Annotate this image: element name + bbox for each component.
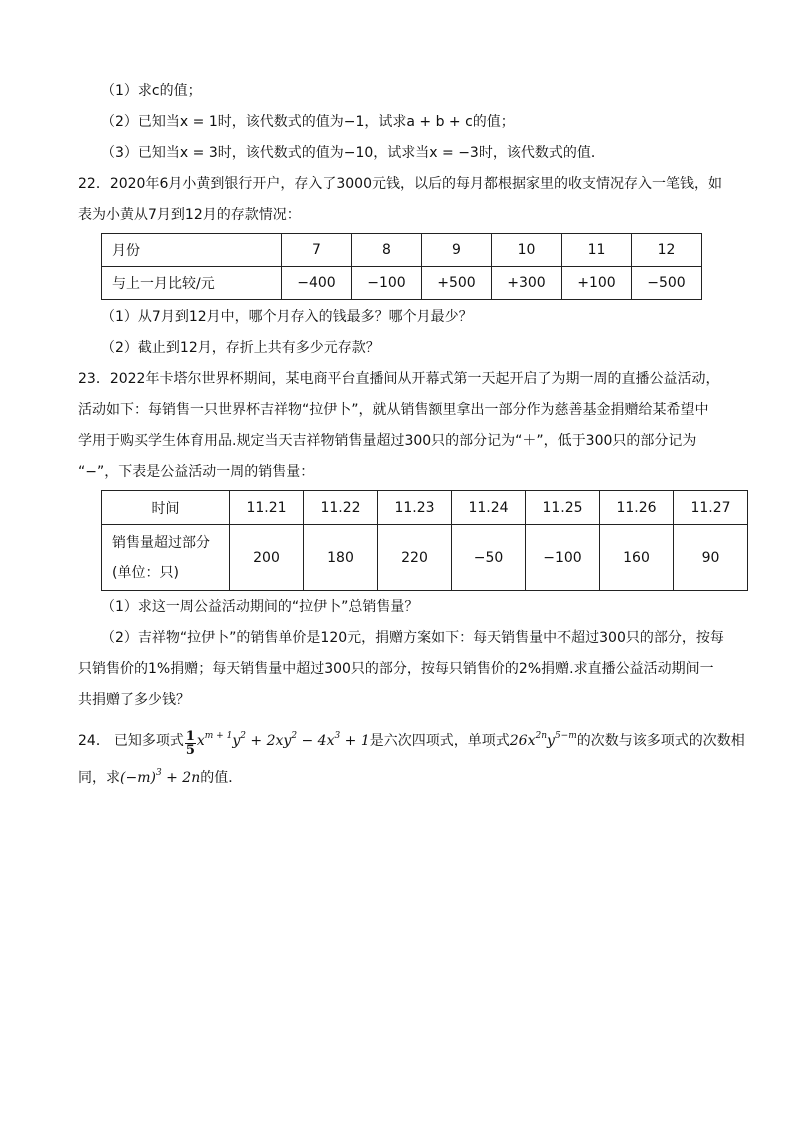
q22-header-cell: 11 (562, 234, 632, 267)
q24-poly-term4: + 1 (340, 733, 370, 749)
q24-poly-exp1: m + 1 (204, 731, 233, 741)
q22-header-cell: 10 (492, 234, 562, 267)
q23-data-cell: −100 (526, 525, 600, 591)
q24-poly-exp4: 3 (334, 731, 341, 741)
q23-sub2-line2: 只销售价的1%捐赠；每天销售量中超过300只的部分，按每只销售价的2%捐赠.求直播公益活动期间一 (78, 661, 714, 677)
q24-mono-exp2: 5−m (554, 731, 577, 741)
q24-poly-exp3: 2 (291, 731, 298, 741)
q24-line2-exp: 3 (155, 768, 162, 778)
q23-header-cell: 11.24 (452, 491, 526, 525)
q22-deposit-table (101, 233, 702, 300)
q23-data-cell: 160 (600, 525, 674, 591)
q22-sub2: （2）截止到12月，存折上共有多少元存款？ (101, 340, 380, 356)
q23-data-cell: 220 (378, 525, 452, 591)
q23-sub2-line3: 共捐赠了多少钱？ (78, 692, 190, 708)
q22-data-cell: +500 (422, 267, 492, 300)
q24-text-a: 已知多项式 (113, 733, 184, 749)
q23-header-cell: 11.25 (526, 491, 600, 525)
q23-header-cell: 11.22 (304, 491, 378, 525)
q24-line2-b: 的值． (200, 770, 243, 786)
q23-stem-line3: 学用于购买学生体育用品.规定当天吉祥物销售量超过300只的部分记为“＋”，低于300只的部分记为 (78, 433, 697, 449)
q21-sub3: （3）已知当x = 3时，该代数式的值为−10，试求当x = −3时，该代数式的值． (101, 145, 605, 161)
q22-table-header-row (102, 234, 702, 267)
q24-poly-y: y (232, 733, 241, 749)
q22-data-cell: +100 (562, 267, 632, 300)
q23-header-time: 时间 (102, 491, 230, 525)
q22-table-data-row (102, 267, 702, 300)
q23-table-header-row (102, 491, 748, 525)
q24-line2-a: 同，求 (78, 770, 120, 786)
q22-header-month: 月份 (102, 234, 282, 267)
q22-data-cell: −500 (632, 267, 702, 300)
q23-data-cell: 180 (304, 525, 378, 591)
q21-sub1: （1）求c的值； (101, 83, 202, 99)
q22-data-cell: +300 (492, 267, 562, 300)
q23-row-label-line1: 销售量超过部分 (112, 534, 210, 551)
q23-row-label-line2: (单位：只) (112, 564, 179, 581)
q23-data-cell: −50 (452, 525, 526, 591)
q22-row-label: 与上一月比较/元 (102, 267, 282, 300)
q23-sub2-line1: （2）吉祥物“拉伊卜”的销售单价是120元，捐赠方案如下：每天销售量中不超过300只的部分，按每 (101, 630, 724, 646)
q23-stem-line2: 活动如下：每销售一只世界杯吉祥物“拉伊卜”，就从销售额里拿出一部分作为慈善基金捐赠给某希望中 (78, 402, 709, 418)
q24-number: 24． (78, 733, 110, 749)
q23-sub1: （1）求这一周公益活动期间的“拉伊卜”总销售量？ (101, 599, 419, 615)
q24-text-b: 是六次四项式，单项式 (369, 733, 510, 749)
q24-frac-num: 1 (185, 729, 195, 744)
q24-poly-term3: − 4x (297, 733, 335, 749)
q24-line2-expr: (−m) (120, 770, 156, 786)
q22-header-cell: 7 (282, 234, 352, 267)
q23-table-data-row (102, 525, 748, 591)
q23-stem-line1: 23．2022年卡塔尔世界杯期间，某电商平台直播间从开幕式第一天起开启了为期一周的直播公益活动， (78, 371, 720, 387)
q22-stem-line2: 表为小黄从7月到12月的存款情况： (78, 207, 301, 223)
q22-data-cell: −400 (282, 267, 352, 300)
q23-data-cell: 90 (674, 525, 748, 591)
q23-header-cell: 11.23 (378, 491, 452, 525)
q24-poly-exp2: 2 (240, 731, 246, 741)
q23-row-label (102, 525, 230, 591)
q22-header-cell: 12 (632, 234, 702, 267)
q22-sub1: （1）从7月到12月中，哪个月存入的钱最多？哪个月最少？ (101, 309, 473, 325)
q24-text-c: 的次数与该多项式的次数相 (576, 733, 745, 749)
q23-header-cell: 11.27 (674, 491, 748, 525)
q24-mono-base: 26x (509, 733, 536, 749)
q24-mono-exp1: 2n (535, 731, 548, 741)
q23-stem-line4: “−”，下表是公益活动一周的销售量： (78, 464, 315, 480)
q23-data-cell: 200 (230, 525, 304, 591)
q24-line2-expr2: + 2n (161, 770, 201, 786)
q22-header-cell: 9 (422, 234, 492, 267)
q22-data-cell: −100 (352, 267, 422, 300)
q21-sub2: （2）已知当x = 1时，该代数式的值为−1，试求a + b + c的值； (101, 114, 515, 130)
q24-mono-y: y (547, 733, 555, 749)
q24-fraction (185, 730, 196, 757)
q24-line2 (78, 763, 242, 788)
q22-header-cell: 8 (352, 234, 422, 267)
q24-line1 (78, 726, 745, 757)
q23-header-cell: 11.21 (230, 491, 304, 525)
q23-sales-table (101, 490, 748, 591)
q24-poly-term2: + 2xy (245, 733, 292, 749)
q23-header-cell: 11.26 (600, 491, 674, 525)
q22-stem-line1: 22．2020年6月小黄到银行开户，存入了3000元钱，以后的每月都根据家里的收支情况存入一笔钱，如 (78, 176, 722, 192)
q24-frac-den: 5 (185, 743, 195, 758)
q24-poly-x: x (196, 733, 205, 749)
